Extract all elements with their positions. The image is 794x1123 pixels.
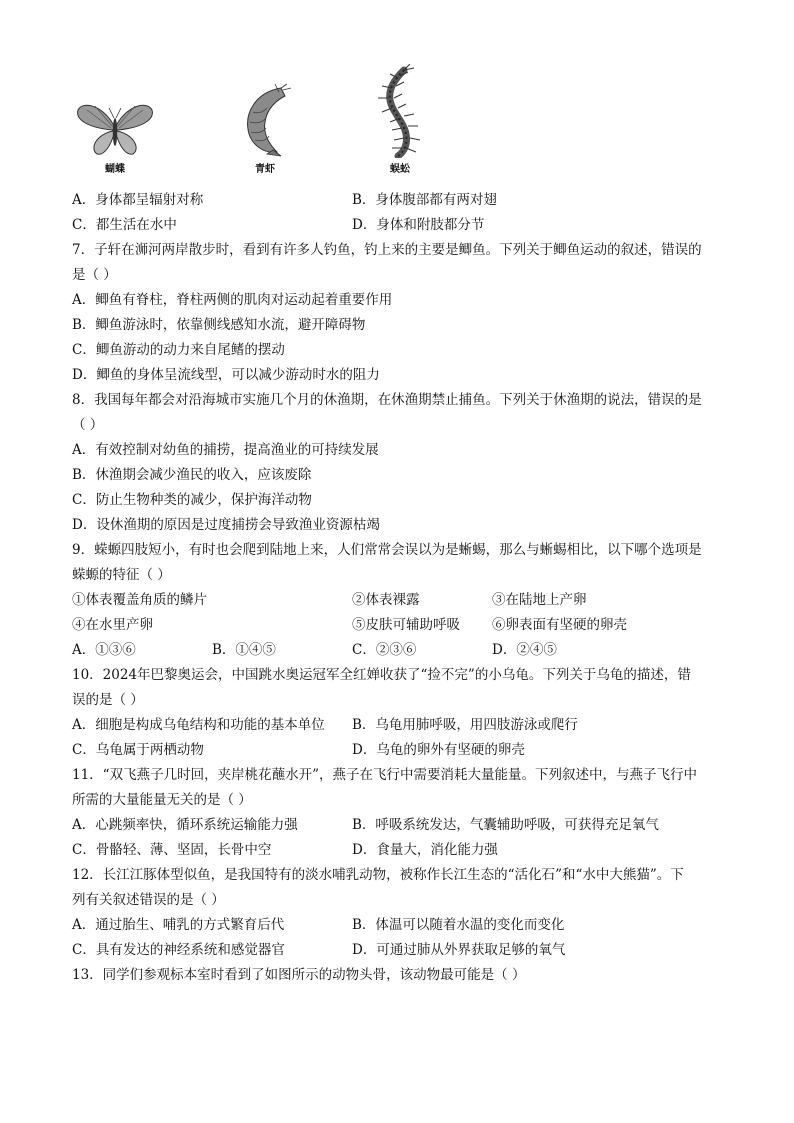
q10-option-d[interactable]: D．乌龟的卵外有坚硬的卵壳 xyxy=(352,742,525,758)
q9-stem-cont: 蝾螈的特征（ ） xyxy=(72,567,171,583)
q11-stem: 11．“双飞燕子几时回，夹岸桃花蘸水开”，燕子在飞行中需要消耗大量能量。下列叙述中，与燕子飞行中 xyxy=(72,767,697,783)
q10-stem-cont: 误的是（ ） xyxy=(72,692,144,708)
q12-options-row2 xyxy=(72,938,732,963)
q9-statements-row2 xyxy=(72,613,732,638)
q7-option-d[interactable]: D．鲫鱼的身体呈流线型，可以减少游动时水的阻力 xyxy=(72,367,380,383)
q9-option-a[interactable]: A．①③⑥ xyxy=(72,642,136,658)
q8-option-c[interactable]: C．防止生物种类的减少，保护海洋动物 xyxy=(72,492,312,508)
figure-caption: 蝴蝶 xyxy=(105,164,125,175)
q8-option-a[interactable]: A．有效控制对幼鱼的捕捞，提高渔业的可持续发展 xyxy=(72,442,379,458)
q6-option-c[interactable]: C．都生活在水中 xyxy=(72,217,177,233)
figure-caption: 蜈蚣 xyxy=(390,164,410,175)
q11-stem-cont: 所需的大量能量无关的是（ ） xyxy=(72,792,252,808)
q10-option-a[interactable]: A．细胞是构成乌龟结构和功能的基本单位 xyxy=(72,717,325,733)
q9-option-b[interactable]: B．①④⑤ xyxy=(212,642,276,658)
q12-stem: 12．长江江豚体型似鱼，是我国特有的淡水哺乳动物，被称作长江生态的“活化石”和“水中大熊猫”。下 xyxy=(72,867,684,883)
q8-stem: 8．我国每年都会对沿海城市实施几个月的休渔期，在休渔期禁止捕鱼。下列关于休渔期的说法，错误的是 xyxy=(72,392,702,408)
q12-option-a[interactable]: A．通过胎生、哺乳的方式繁育后代 xyxy=(72,917,285,933)
q9-statement-6: ⑥卵表面有坚硬的卵壳 xyxy=(492,617,627,633)
q9-option-d[interactable]: D．②④⑤ xyxy=(492,642,557,658)
q9-statement-5: ⑤皮肤可辅助呼吸 xyxy=(352,617,460,633)
q7-stem-cont: 是（ ） xyxy=(72,267,117,283)
q12-options-row1 xyxy=(72,913,732,938)
figure-caption: 青虾 xyxy=(255,164,275,175)
q11-options-row2 xyxy=(72,838,732,863)
q7-option-b[interactable]: B．鲫鱼游泳时，依靠侧线感知水流，避开障碍物 xyxy=(72,317,366,333)
q11-option-d[interactable]: D．食量大，消化能力强 xyxy=(352,842,498,858)
q11-option-b[interactable]: B．呼吸系统发达，气囊辅助呼吸，可获得充足氧气 xyxy=(352,817,659,833)
q9-stem: 9．蝾螈四肢短小，有时也会爬到陆地上来，人们常常会误以为是蜥蜴，那么与蜥蜴相比，以下哪个选项是 xyxy=(72,542,702,558)
q12-stem-cont: 列有关叙述错误的是（ ） xyxy=(72,892,225,908)
q12-option-b[interactable]: B．体温可以随着水温的变化而变化 xyxy=(352,917,565,933)
q9-option-c[interactable]: C．②③⑥ xyxy=(352,642,417,658)
q8-option-b[interactable]: B．休渔期会减少渔民的收入，应该废除 xyxy=(72,467,312,483)
q6-option-d[interactable]: D．身体和附肢都分节 xyxy=(352,217,485,233)
q11-option-a[interactable]: A．心跳频率快，循环系统运输能力强 xyxy=(72,817,298,833)
q9-statement-1: ①体表覆盖角质的鳞片 xyxy=(72,592,207,608)
figure-shrimp xyxy=(230,82,300,175)
q7-option-a[interactable]: A．鲫鱼有脊柱，脊柱两侧的肌肉对运动起着重要作用 xyxy=(72,292,393,308)
q12-option-d[interactable]: D．可通过肺从外界获取足够的氧气 xyxy=(352,942,566,958)
q6-options-row2 xyxy=(72,213,732,238)
q10-option-b[interactable]: B．乌龟用肺呼吸，用四肢游泳或爬行 xyxy=(352,717,578,733)
figure-centipede xyxy=(365,64,435,175)
questions xyxy=(72,188,732,988)
q9-statement-4: ④在水里产卵 xyxy=(72,617,153,633)
q12-option-c[interactable]: C．具有发达的神经系统和感觉器官 xyxy=(72,942,285,958)
figure-butterfly xyxy=(70,100,160,175)
q10-stem: 10．2024年巴黎奥运会，中国跳水奥运冠军全红婵收获了“捡不完”的小乌龟。下列关于乌龟的描述，错 xyxy=(72,667,691,683)
q9-statements-row1 xyxy=(72,588,732,613)
q8-option-d[interactable]: D．设休渔期的原因是过度捕捞会导致渔业资源枯竭 xyxy=(72,517,380,533)
q11-options-row1 xyxy=(72,813,732,838)
q8-stem-cont: （ ） xyxy=(72,417,104,433)
q9-statement-2: ②体表裸露 xyxy=(352,592,420,608)
butterfly-icon xyxy=(75,100,155,158)
q10-options-row1 xyxy=(72,713,732,738)
q13-stem: 13．同学们参观标本室时看到了如图所示的动物头骨，该动物最可能是（ ） xyxy=(72,967,526,983)
centipede-icon xyxy=(370,64,430,158)
q9-statement-3: ③在陆地上产卵 xyxy=(492,592,587,608)
q7-option-c[interactable]: C．鲫鱼游动的动力来自尾鳍的摆动 xyxy=(72,342,285,358)
animal-figures xyxy=(60,62,520,180)
q9-options-row xyxy=(72,638,732,663)
q6-option-a[interactable]: A．身体都呈辐射对称 xyxy=(72,192,204,208)
q10-options-row2 xyxy=(72,738,732,763)
q6-option-b[interactable]: B．身体腹部都有两对翅 xyxy=(352,192,497,208)
q11-option-c[interactable]: C．骨骼轻、薄、坚固，长骨中空 xyxy=(72,842,272,858)
q10-option-c[interactable]: C．乌龟属于两栖动物 xyxy=(72,742,204,758)
q6-options-row1 xyxy=(72,188,732,213)
shrimp-icon xyxy=(237,82,293,158)
q7-stem: 7．子轩在浉河两岸散步时，看到有许多人钓鱼，钓上来的主要是鲫鱼。下列关于鲫鱼运动的叙述，错误的 xyxy=(72,242,702,258)
